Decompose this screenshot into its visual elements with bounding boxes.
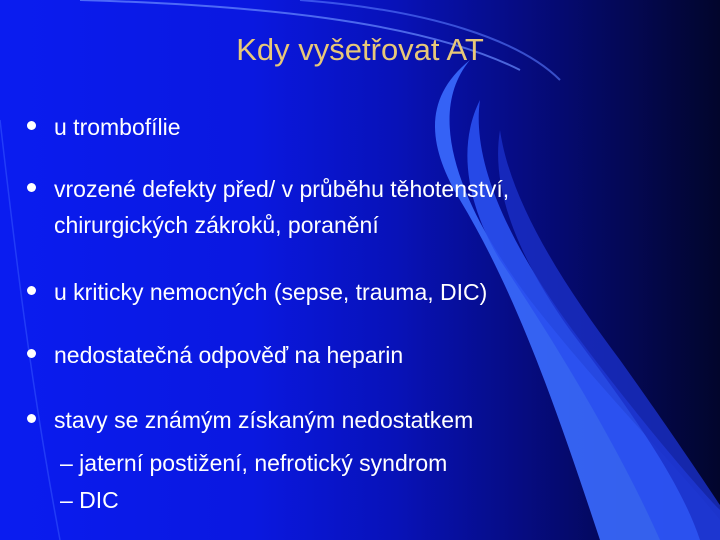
bullet-dot-icon — [27, 349, 36, 358]
bullet-dot-icon — [27, 183, 36, 192]
bullet-dot-icon — [27, 121, 36, 130]
bullet-text: nedostatečná odpověď na heparin — [54, 342, 404, 368]
sub-item: – jaterní postižení, nefrotický syndrom — [60, 450, 448, 476]
sub-item: – DIC — [60, 487, 119, 513]
bullet-text-continuation: chirurgických zákroků, poranění — [54, 212, 379, 238]
bullet-dot-icon — [27, 286, 36, 295]
bullet-text: u kriticky nemocných (sepse, trauma, DIC) — [54, 279, 488, 305]
bullet-text: vrozené defekty před/ v průběhu těhotenství, — [54, 176, 510, 202]
slide-title: Kdy vyšetřovat AT — [236, 32, 484, 67]
bullet-text: u trombofílie — [54, 114, 181, 140]
bullet-text: stavy se známým získaným nedostatkem — [54, 407, 474, 433]
bullet-dot-icon — [27, 414, 36, 423]
